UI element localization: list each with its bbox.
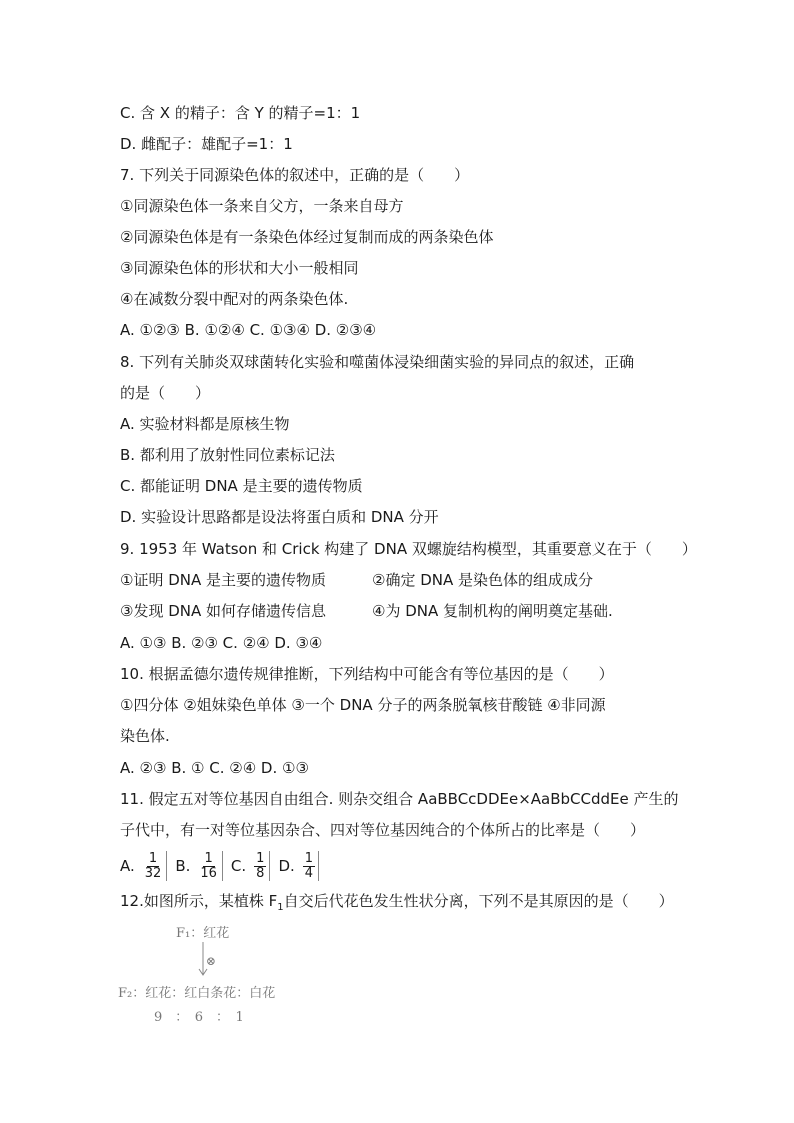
q12-stem <box>120 891 674 918</box>
text-line: 7. 下列关于同源染色体的叙述中，正确的是（ ） <box>120 166 470 184</box>
fraction-numerator: 1 <box>204 850 213 866</box>
fraction <box>198 852 219 881</box>
text-line: 子代中，有一对等位基因杂合、四对等位基因纯合的个体所占的比率是（ ） <box>120 821 646 839</box>
q11-option-label: B. <box>175 857 191 875</box>
text-line: ②同源染色体是有一条染色体经过复制而成的两条染色体 <box>120 228 494 246</box>
text-line: A. ①③ B. ②③ C. ②④ D. ③④ <box>120 634 323 652</box>
fraction-edge-mark <box>318 851 319 881</box>
text-line: D. 雌配子：雄配子=1：1 <box>120 135 293 153</box>
text-line: D. 实验设计思路都是设法将蛋白质和 DNA 分开 <box>120 508 439 526</box>
fraction-denominator: 4 <box>304 865 314 881</box>
fraction-denominator: 8 <box>256 865 265 881</box>
text-line: A. ②③ B. ① C. ②④ D. ①③ <box>120 759 309 777</box>
diagram-f2-label: F₂：红花：红白条花：白花 <box>118 986 276 1001</box>
q11-option-label: D. <box>278 857 295 875</box>
diagram-f1-label: F₁：红花 <box>176 926 230 941</box>
text-line: ①四分体 ②姐妹染色单体 ③一个 DNA 分子的两条脱氧核苷酸链 ④非同源 <box>120 696 606 714</box>
text-line: B. 都利用了放射性同位素标记法 <box>120 446 335 464</box>
fraction <box>303 852 315 881</box>
text-line: A. 实验材料都是原核生物 <box>120 415 290 433</box>
text-line: ④在减数分裂中配对的两条染色体. <box>120 290 349 308</box>
fraction-numerator: 1 <box>148 850 158 866</box>
q12-subscript: 1 <box>277 902 284 913</box>
text-line: 10. 根据孟德尔遗传规律推断，下列结构中可能含有等位基因的是（ ） <box>120 665 614 683</box>
text-line: C. 都能证明 DNA 是主要的遗传物质 <box>120 477 363 495</box>
selfing-symbol: ⊗ <box>206 954 217 968</box>
text-line: 染色体. <box>120 727 170 745</box>
q11-option-label: C. <box>230 857 247 875</box>
text-line: 的是（ ） <box>120 384 211 402</box>
q11-option-label: A. <box>120 857 135 875</box>
q9-option-right: ②确定 DNA 是染色体的组成成分 <box>372 571 594 589</box>
fraction-denominator: 32 <box>144 865 162 881</box>
fraction-edge-mark <box>269 851 270 881</box>
text-line: 8. 下列有关肺炎双球菌转化实验和噬菌体浸染细菌实验的异同点的叙述，正确 <box>120 353 635 371</box>
text-line: 11. 假定五对等位基因自由组合. 则杂交组合 AaBBCcDDEe×AaBbCCddEe 产生的 <box>120 790 679 808</box>
fraction <box>143 852 164 881</box>
flower-color-diagram <box>118 918 298 1028</box>
q9-option-left: ①证明 DNA 是主要的遗传物质 <box>120 571 327 589</box>
q9-option-right: ④为 DNA 复制机构的阐明奠定基础. <box>372 602 613 620</box>
q11-options <box>120 851 327 881</box>
fraction <box>254 852 266 881</box>
q12-suffix: 自交后代花色发生性状分离，下列不是其原因的是（ ） <box>283 892 674 910</box>
fraction-numerator: 1 <box>304 850 314 866</box>
q11-option <box>278 851 319 881</box>
fraction-edge-mark <box>222 851 223 881</box>
q12-prefix: 12.如图所示，某植株 F <box>120 892 278 910</box>
fraction-numerator: 1 <box>256 850 265 866</box>
diagram-ratio: 9 ： 6 ： 1 <box>154 1010 244 1025</box>
text-line: ①同源染色体一条来自父方，一条来自母方 <box>120 197 404 215</box>
q11-option <box>231 851 271 881</box>
q11-option <box>120 851 167 881</box>
fraction-denominator: 16 <box>200 865 217 881</box>
text-line: ③同源染色体的形状和大小一般相同 <box>120 259 359 277</box>
text-line: C. 含 X 的精子：含 Y 的精子=1：1 <box>120 104 361 122</box>
text-line: 9. 1953 年 Watson 和 Crick 构建了 DNA 双螺旋结构模型，其重要意义在于（ ） <box>120 540 697 558</box>
text-line: A. ①②③ B. ①②④ C. ①③④ D. ②③④ <box>120 321 377 339</box>
fraction-edge-mark <box>166 851 167 881</box>
q11-option <box>175 851 223 881</box>
q9-option-left: ③发现 DNA 如何存储遗传信息 <box>120 602 327 620</box>
